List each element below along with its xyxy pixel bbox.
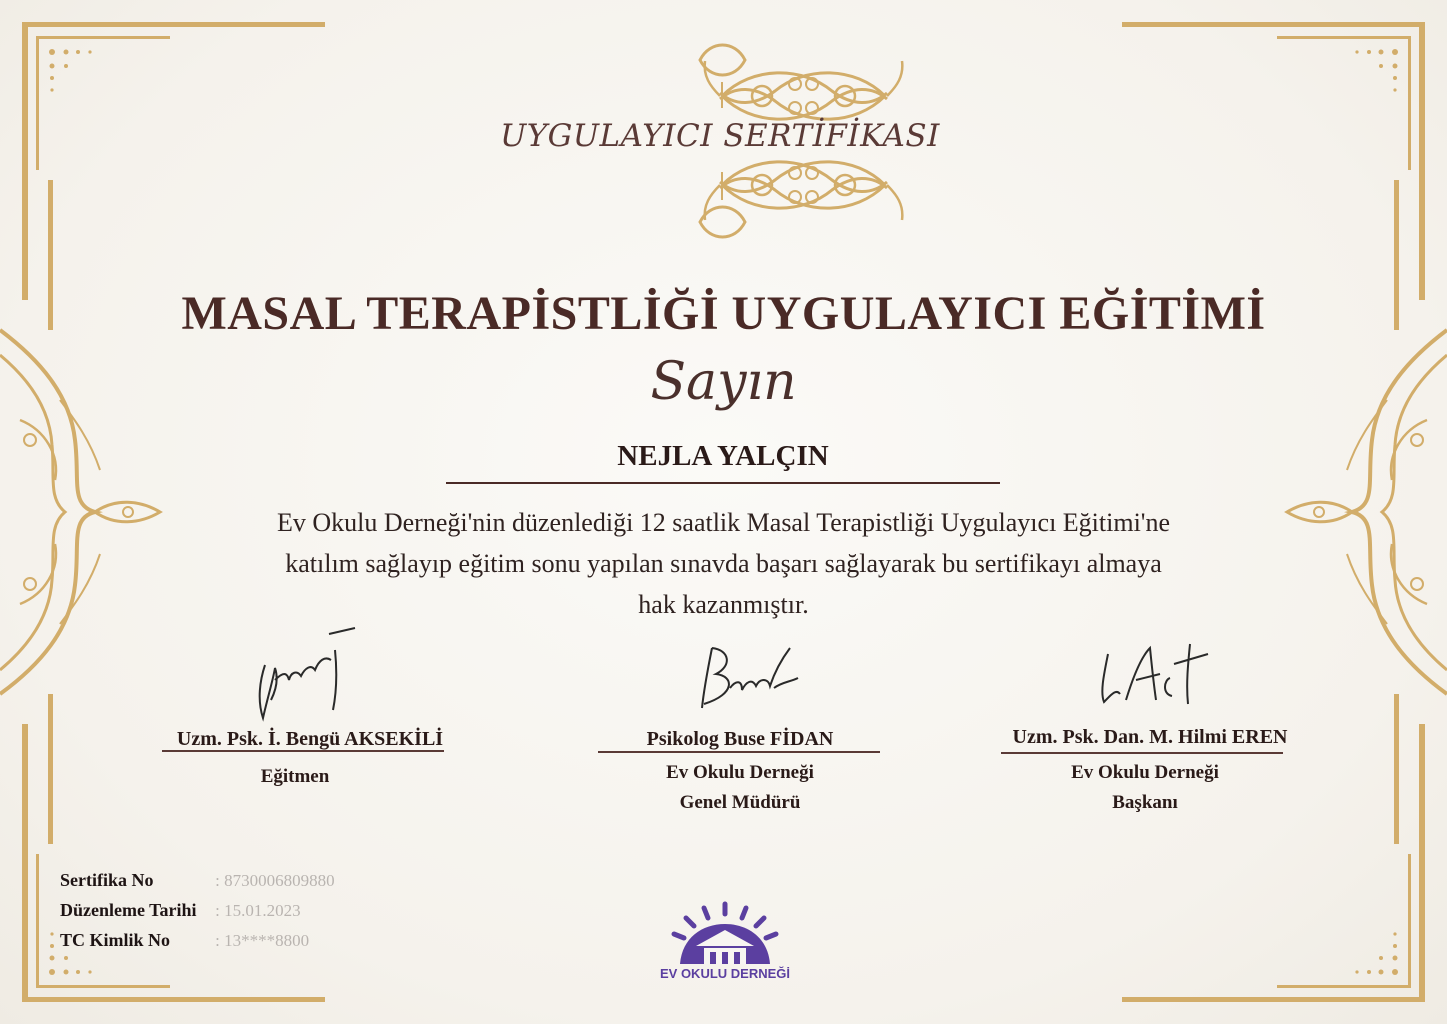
ev-okulu-logo-icon: [660, 898, 790, 968]
signatory-1-name: Uzm. Psk. İ. Bengü AKSEKİLİ: [176, 728, 444, 750]
recipient-name: NEJLA YALÇIN: [617, 440, 829, 472]
header-title: UYGULAYICI SERTİFİKASI: [500, 118, 940, 154]
logo-text: EV OKULU DERNEĞİ: [659, 966, 790, 981]
meta-row: [60, 870, 335, 900]
signatory-2-role-line: Ev Okulu Derneği: [666, 762, 814, 783]
signatory-1-role: Eğitmen: [260, 766, 330, 787]
serial-value: : 8730006809880: [215, 871, 335, 890]
signatory-3-name: Uzm. Psk. Dan. M. Hilmi EREN: [1012, 726, 1288, 748]
body-line: Ev Okulu Derneği'nin düzenlediği 12 saatlik Masal Terapistliği Uygulayıcı Eğitimi'ne: [276, 508, 1171, 537]
meta-row: [60, 900, 335, 930]
signatory-3-line: [1001, 752, 1283, 754]
signatory-2-line: [598, 751, 880, 753]
body-line: hak kazanmıştır.: [638, 590, 809, 619]
tc-value: : 13****8800: [215, 931, 310, 950]
signature-3: [1090, 634, 1215, 709]
main-title: MASAL TERAPİSTLİĞİ UYGULAYICI EĞİTİMİ: [181, 287, 1266, 340]
issue-date-value: : 15.01.2023: [215, 901, 301, 920]
signature-1: [245, 620, 365, 725]
tc-label: TC Kimlik No: [60, 930, 171, 950]
salutation: Sayın: [650, 352, 797, 412]
signatory-3-role: [1003, 758, 1287, 818]
signatory-3-role-line: Ev Okulu Derneği: [1071, 762, 1219, 783]
signatory-2-role: [598, 758, 882, 818]
certificate-body: [180, 502, 1267, 625]
signatory-2-role-line: Genel Müdürü: [679, 792, 801, 813]
signatory-3-role-line: Başkanı: [1112, 792, 1178, 813]
recipient-underline: [446, 482, 1000, 484]
certificate-meta: [60, 870, 335, 960]
signature-2: [690, 638, 810, 713]
meta-row: [60, 930, 335, 960]
signatory-1-line: [162, 750, 444, 752]
signatory-2-name: Psikolog Buse FİDAN: [646, 728, 834, 750]
serial-label: Sertifika No: [60, 870, 154, 890]
body-line: katılım sağlayıp eğitim sonu yapılan sınavda başarı sağlayarak bu sertifikayı almaya: [285, 549, 1162, 578]
issue-date-label: Düzenleme Tarihi: [60, 900, 197, 920]
